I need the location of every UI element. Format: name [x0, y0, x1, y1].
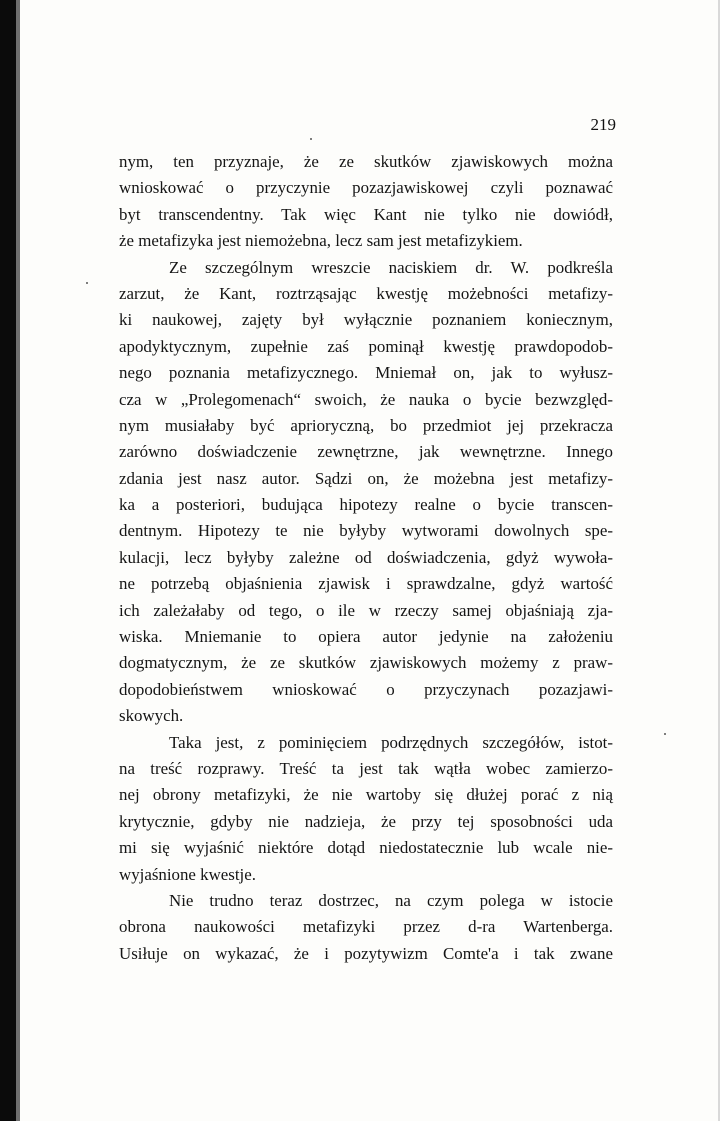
text-line: zarówno doświadczenie zewnętrzne, jak wewnętrzne. Innego — [119, 442, 613, 462]
text-line: że metafizyka jest niemożebna, lecz sam jest metafizykiem. — [119, 231, 523, 251]
text-line: Nie trudno teraz dostrzec, na czym polega w istocie — [169, 890, 613, 910]
text-line: Taka jest, z pominięciem podrzędnych szczegółów, istot- — [169, 732, 613, 752]
text-line: obrona naukowości metafizyki przez d-ra Wartenberga. — [119, 917, 613, 937]
page-binding-edge — [16, 0, 20, 1121]
text-line: dentnym. Hipotezy te nie byłyby wytworami dowolnych spe- — [119, 521, 613, 541]
text-line: Ze szczególnym wreszcie naciskiem dr. W. podkreśla — [169, 257, 613, 277]
text-line: wnioskować o przyczynie pozazjawiskowej czyli poznawać — [119, 178, 613, 198]
paper-speck — [86, 282, 88, 284]
text-line: nej obrony metafizyki, że nie wartoby się dłużej porać z nią — [119, 785, 613, 805]
paper-speck — [664, 733, 666, 735]
body-text — [119, 149, 613, 967]
text-line: krytycznie, gdyby nie nadzieja, że przy tej sposobności uda — [119, 811, 613, 831]
text-line: skowych. — [119, 706, 184, 726]
text-line: ich zależałaby od tego, o ile w rzeczy samej objaśniają zja- — [119, 600, 613, 620]
text-line: mi się wyjaśnić niektóre dotąd niedostatecznie lub wcale nie- — [119, 838, 613, 858]
page-number: 219 — [590, 115, 616, 134]
text-line: na treść rozprawy. Treść ta jest tak wątła wobec zamierzo- — [119, 758, 613, 778]
text-line: Usiłuje on wykazać, że i pozytywizm Comte'a i tak zwane — [119, 943, 613, 963]
text-line: ka a posteriori, budująca hipotezy realne o bycie transcen- — [119, 495, 613, 515]
text-line: nym musiałaby być aprioryczną, bo przedmiot jej przekracza — [119, 415, 613, 435]
text-line: dopodobieństwem wnioskować o przyczynach pozazjawi- — [119, 679, 613, 699]
text-line: wiska. Mniemanie to opiera autor jedynie na założeniu — [119, 627, 613, 647]
text-line: zarzut, że Kant, roztrząsając kwestję możebności metafizy- — [119, 283, 613, 303]
paper-speck — [310, 138, 312, 140]
text-line: apodyktycznym, zupełnie zaś pominął kwestję prawdopodob- — [119, 336, 613, 356]
text-line: byt transcendentny. Tak więc Kant nie tylko nie dowiódł, — [119, 204, 613, 224]
page-binding-shadow — [0, 0, 16, 1121]
text-line: ki naukowej, zajęty był wyłącznie poznaniem koniecznym, — [119, 310, 613, 330]
text-line: zdania jest nasz autor. Sądzi on, że możebna jest metafizy- — [119, 468, 613, 488]
text-line: wyjaśnione kwestje. — [119, 864, 256, 884]
text-line: nym, ten przyznaje, że ze skutków zjawiskowych można — [119, 152, 613, 171]
text-line: ne potrzebą objaśnienia zjawisk i sprawdzalne, gdyż wartość — [119, 574, 613, 594]
text-line: nego poznania metafizycznego. Mniemał on, jak to wyłusz- — [119, 363, 613, 383]
text-line: kulacji, lecz byłyby zależne od doświadczenia, gdyż wywoła- — [119, 547, 613, 567]
text-line: cza w „Prolegomenach“ swoich, że nauka o bycie bezwzględ- — [119, 389, 613, 409]
text-line: dogmatycznym, że ze skutków zjawiskowych możemy z praw- — [119, 653, 613, 673]
